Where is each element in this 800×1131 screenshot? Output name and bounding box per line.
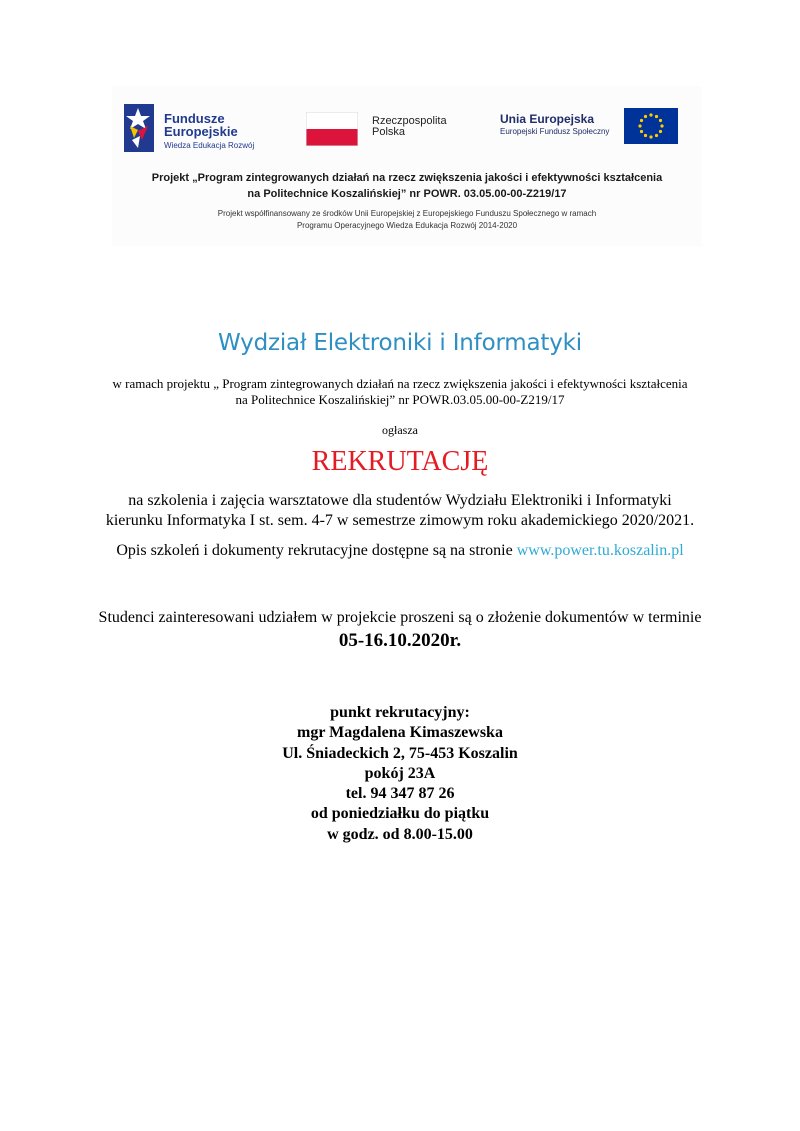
contact-room: pokój 23A (364, 764, 436, 782)
recruitment-headline: REKRUTACJĘ (311, 446, 489, 477)
fe-logo-line1: Fundusze (164, 111, 225, 126)
banner-project-line2: na Politechnice Koszalińskiej” nr POWR. 03.05.00-00-Z219/17 (247, 188, 567, 200)
fundusze-europejskie-icon (124, 104, 158, 152)
announces-text: ogłasza (382, 423, 418, 437)
website-link[interactable]: www.power.tu.koszalin.pl (516, 542, 684, 559)
banner-project-line1: Projekt „Program zintegrowanych działań na rzecz zwiększenia jakości i efektywności kształcenia (151, 172, 663, 184)
website-info (0, 542, 800, 560)
contact-phone: tel. 94 347 87 26 (345, 785, 455, 803)
faculty-title: Wydział Elektroniki i Informatyki (218, 330, 582, 356)
intro-line1: w ramach projektu „ Program zintegrowanych działań na rzecz zwiększenia jakości i efektywności kształcenia (112, 376, 688, 391)
website-prefix: Opis szkoleń i dokumenty rekrutacyjne dostępne są na stronie (116, 542, 517, 559)
project-intro (0, 376, 800, 408)
desc-line2: kierunku Informatyka I st. sem. 4-7 w semestrze zimowym roku akademickiego 2020/2021. (105, 512, 695, 529)
contact-address: Ul. Śniadeckich 2, 75-453 Koszalin (282, 744, 518, 762)
desc-line1: na szkolenia i zajęcia warsztatowe dla studentów Wydziału Elektroniki i Informatyki (128, 492, 672, 509)
contact-days: od poniedziałku do piątku (310, 805, 490, 823)
intro-line2: na Politechnice Koszalińskiej” nr POWR.03.05.00-00-Z219/17 (235, 392, 565, 407)
rzeczpospolita-polska-logo (306, 112, 447, 151)
ue-logo-subtitle: Europejski Fundusz Społeczny (500, 127, 610, 136)
project-banner (112, 86, 702, 246)
fundusze-europejskie-logo (124, 104, 255, 157)
banner-cofin-line2: Programu Operacyjnego Wiedza Edukacja Rozwój 2014-2020 (296, 221, 518, 230)
banner-project-title (112, 170, 702, 202)
recruitment-contact (0, 703, 800, 845)
ue-logo-title: Unia Europejska (500, 112, 595, 126)
poland-flag-icon (306, 112, 358, 146)
fe-logo-line2: Europejskie (164, 124, 238, 139)
eu-flag-icon (624, 108, 678, 144)
deadline-dates: 05-16.10.2020r. (338, 630, 462, 651)
rp-logo-line1: Rzeczpospolita (372, 115, 447, 127)
banner-cofin-line1: Projekt współfinansowany ze środków Unii Europejskiej z Europejskiego Funduszu Społecznego w ramach (217, 209, 597, 218)
students-notice: Studenci zainteresowani udziałem w projekcie proszeni są o złożenie dokumentów w terminie (98, 609, 702, 626)
banner-cofinancing-note (112, 208, 702, 232)
contact-name: mgr Magdalena Kimaszewska (297, 724, 503, 742)
training-description (0, 491, 800, 531)
fe-logo-tagline: Wiedza Edukacja Rozwój (164, 141, 255, 150)
contact-hours: w godz. od 8.00-15.00 (327, 825, 473, 843)
rp-logo-line2: Polska (372, 126, 406, 138)
contact-heading: punkt rekrutacyjny: (330, 704, 470, 721)
